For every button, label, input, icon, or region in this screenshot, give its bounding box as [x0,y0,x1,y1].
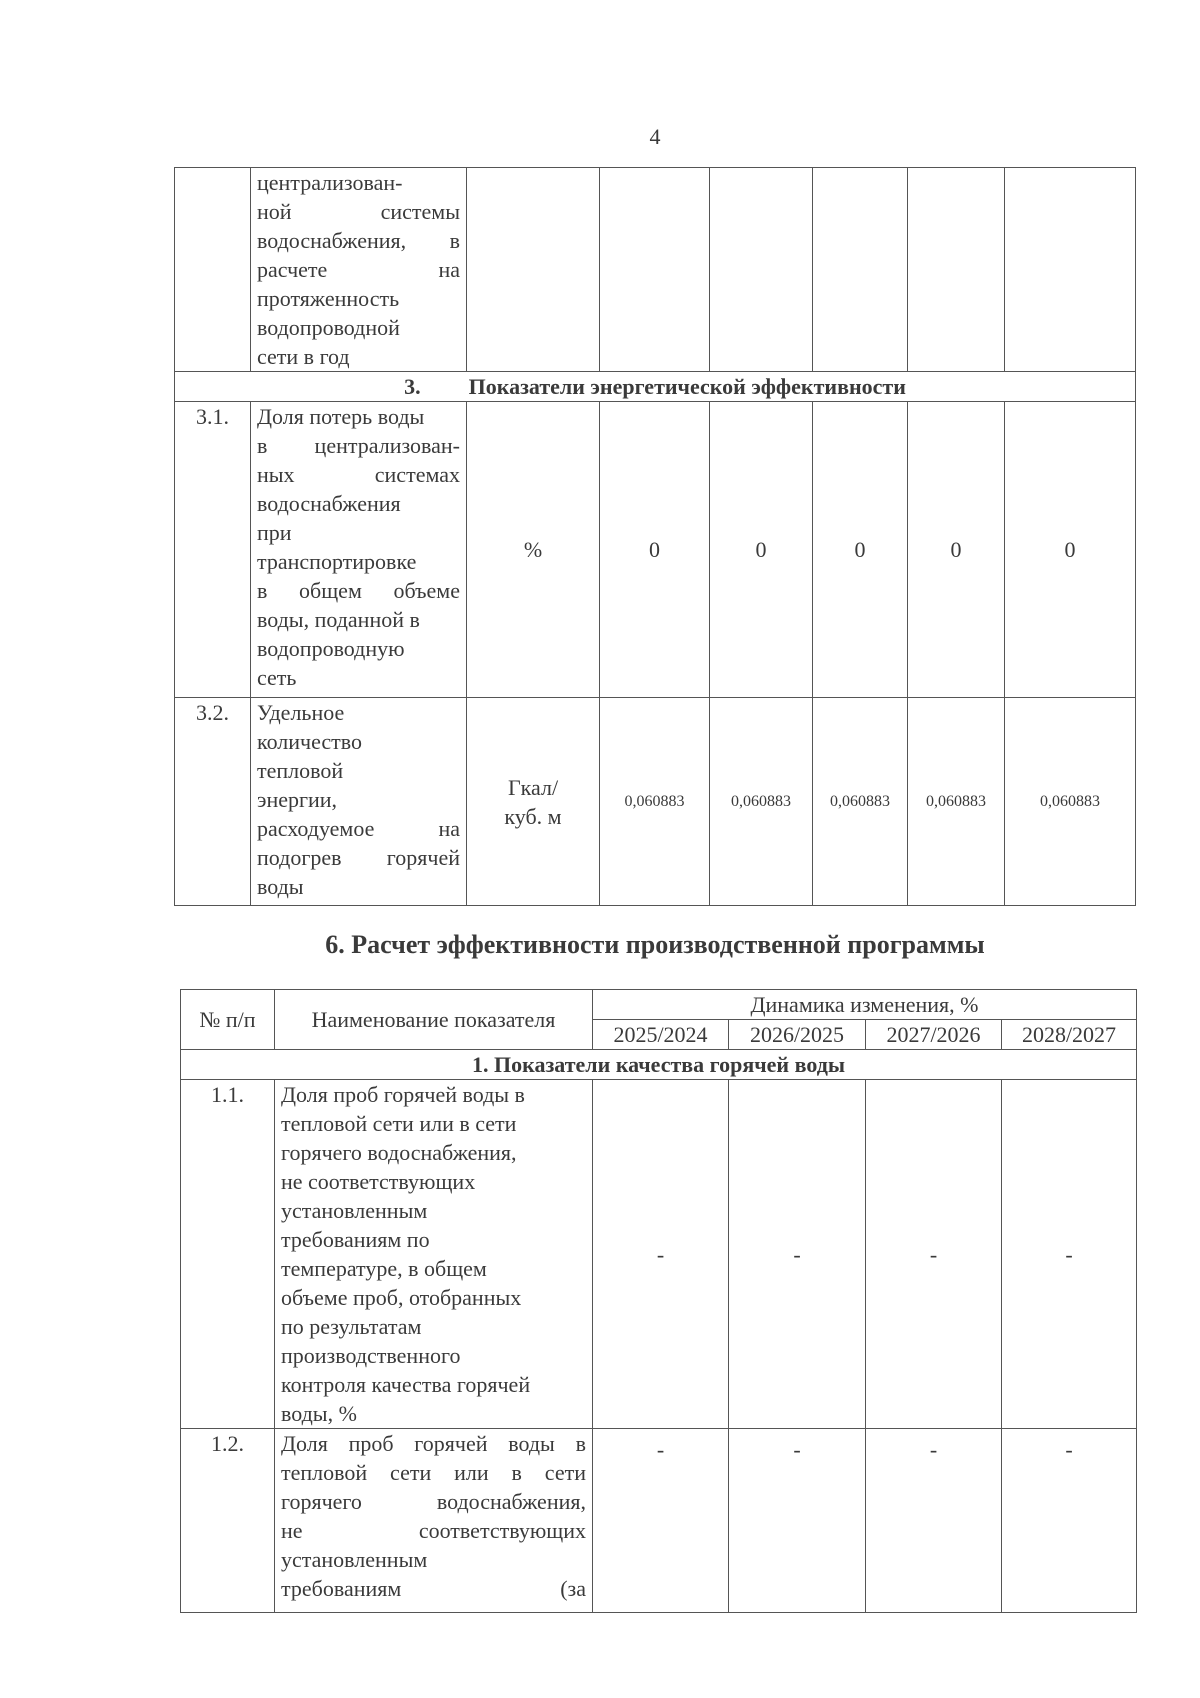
page-number: 4 [649,124,661,149]
value-cell: 0 [600,402,710,698]
name-line: водоснабжения, в [257,228,460,253]
unit-line: Гкал/ [507,774,559,800]
section-title: 1. Показатели качества горячей воды [181,1050,1137,1080]
name-line: не соответствующих [281,1518,586,1543]
name-line: по результатам [281,1314,422,1339]
name-line: тепловой [257,758,344,783]
value-cell [1005,168,1136,372]
name-line: сети в год [257,344,350,369]
period-header: 2026/2025 [729,1020,866,1050]
name-line: требованиям (за [281,1576,586,1601]
name-line: в централизован- [257,433,460,458]
value-cell [813,168,908,372]
name-line: энергии, [257,787,338,812]
name-line: расходуемое на [257,816,460,841]
indicator-name-cell [251,168,467,372]
indicator-name-cell [251,698,467,906]
value-cell: 0,060883 [813,698,908,906]
header-dynamics: Динамика изменения, % [593,990,1137,1020]
name-line: воды, % [281,1401,357,1426]
name-line: объеме проб, отобранных [281,1285,522,1310]
name-line: подогрев горячей [257,845,460,870]
row-number-cell [175,168,251,372]
efficiency-table [180,989,1137,1613]
value-cell: - [866,1429,1002,1613]
name-line: производственного [281,1343,461,1368]
header-name: Наименование показателя [275,990,593,1050]
period-header: 2028/2027 [1002,1020,1137,1050]
value-cell: 0 [710,402,813,698]
name-line: водопроводной [257,315,400,340]
header-row [181,990,1137,1020]
name-line: количество [257,729,363,754]
table-row [181,1080,1137,1429]
header-num: № п/п [181,990,275,1050]
value-cell: - [1002,1080,1137,1429]
table-row [181,1429,1137,1613]
name-line: контроля качества горячей [281,1372,531,1397]
section-header-row [175,372,1136,402]
value-cell: - [1002,1429,1137,1613]
name-line: Доля проб горячей воды в [281,1431,586,1456]
unit-line: куб. м [504,803,562,829]
name-line: протяженность [257,286,400,311]
row-number: 3.2. [175,698,251,906]
period-header: 2027/2026 [866,1020,1002,1050]
value-cell: - [866,1080,1002,1429]
value-cell: 0 [1005,402,1136,698]
value-cell: 0,060883 [710,698,813,906]
value-cell: 0,060883 [600,698,710,906]
value-cell [908,168,1005,372]
name-line: воды, поданной в [257,607,420,632]
value-cell: - [593,1080,729,1429]
indicators-table [174,167,1136,906]
indicator-name-cell [251,402,467,698]
value-cell: - [593,1429,729,1613]
value-cell: - [729,1429,866,1613]
value-cell [600,168,710,372]
value-cell: 0,060883 [1005,698,1136,906]
name-line: горячего водоснабжения, [281,1140,517,1165]
section-number: 3. [404,374,421,399]
name-line: водоснабжения [257,491,401,516]
name-line: температуре, в общем [281,1256,487,1281]
name-line: установленным [281,1547,428,1572]
name-line: ных системах [257,462,460,487]
name-line: Доля потерь воды [257,404,425,429]
row-number: 1.2. [181,1429,275,1613]
period-header: 2025/2024 [593,1020,729,1050]
name-line: расчете на [257,257,460,282]
name-line: Удельное [257,700,345,725]
unit-cell [467,698,600,906]
name-line: транспортировке [257,549,417,574]
unit-cell: % [467,402,600,698]
value-cell: - [729,1080,866,1429]
name-line: установленным [281,1198,428,1223]
name-line: тепловой сети или в сети [281,1460,586,1485]
value-cell: 0 [908,402,1005,698]
indicator-name-cell [275,1429,593,1613]
table-row [175,168,1136,372]
value-cell: 0 [813,402,908,698]
row-number: 1.1. [181,1080,275,1429]
name-line: при [257,520,292,545]
section-header-row [181,1050,1137,1080]
table-row [175,698,1136,906]
row-number: 3.1. [175,402,251,698]
name-line: в общем объеме [257,578,460,603]
section-heading: 6. Расчет эффективности производственной программы [325,930,985,959]
indicator-name-cell [275,1080,593,1429]
name-line: воды [257,874,304,899]
name-line: водопроводную [257,636,405,661]
name-line: сеть [257,665,297,690]
name-line: тепловой сети или в сети [281,1111,517,1136]
name-line: горячего водоснабжения, [281,1489,586,1514]
name-line: не соответствующих [281,1169,476,1194]
unit-cell [467,168,600,372]
name-line: ной системы [257,199,460,224]
table-row [175,402,1136,698]
name-line: централизован- [257,170,403,195]
section-title-cell [175,372,1136,402]
section-title: Показатели энергетической эффективности [468,374,906,399]
value-cell [710,168,813,372]
name-line: требованиям по [281,1227,430,1252]
value-cell: 0,060883 [908,698,1005,906]
name-line: Доля проб горячей воды в [281,1082,525,1107]
